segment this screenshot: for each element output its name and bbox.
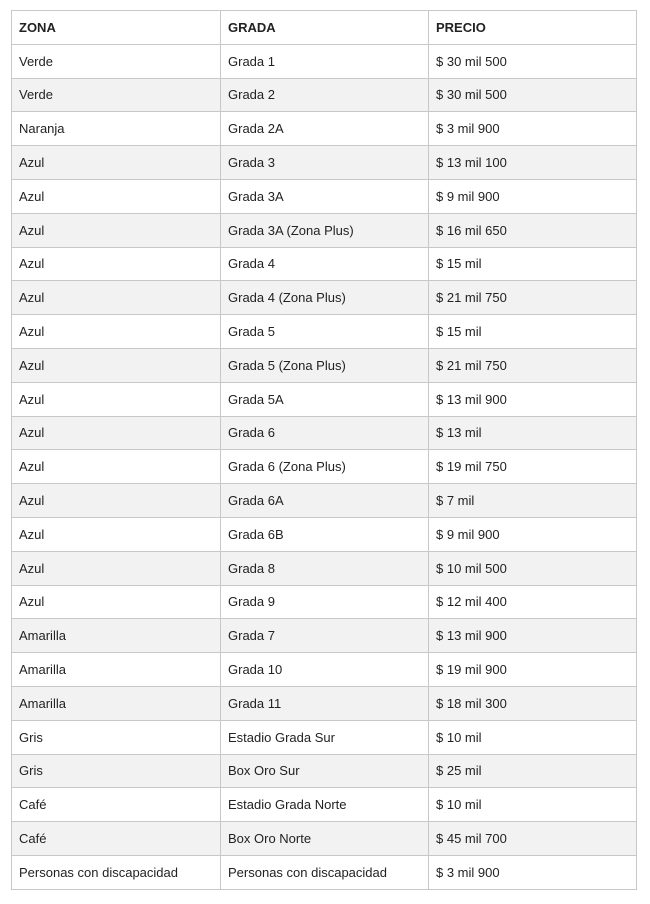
header-zona: ZONA (12, 11, 221, 45)
zona-cell: Azul (12, 382, 221, 416)
grada-cell: Grada 6A (221, 484, 429, 518)
zona-cell: Azul (12, 517, 221, 551)
table-row (12, 44, 637, 78)
grada-cell: Grada 11 (221, 686, 429, 720)
table-row (12, 348, 637, 382)
precio-cell: $ 13 mil 900 (429, 382, 637, 416)
zona-cell: Azul (12, 348, 221, 382)
zona-cell: Azul (12, 315, 221, 349)
precio-cell: $ 16 mil 650 (429, 213, 637, 247)
zona-cell: Personas con discapacidad (12, 855, 221, 889)
table-header (12, 11, 637, 45)
table-row (12, 653, 637, 687)
precio-cell: $ 10 mil (429, 788, 637, 822)
precio-cell: $ 9 mil 900 (429, 179, 637, 213)
grada-cell: Grada 9 (221, 585, 429, 619)
zona-cell: Azul (12, 247, 221, 281)
grada-cell: Grada 3A (Zona Plus) (221, 213, 429, 247)
grada-cell: Grada 5 (Zona Plus) (221, 348, 429, 382)
zona-cell: Azul (12, 450, 221, 484)
grada-cell: Grada 8 (221, 551, 429, 585)
precio-cell: $ 19 mil 900 (429, 653, 637, 687)
table-row (12, 788, 637, 822)
grada-cell: Grada 2 (221, 78, 429, 112)
grada-cell: Grada 2A (221, 112, 429, 146)
zona-cell: Azul (12, 484, 221, 518)
grada-cell: Grada 5 (221, 315, 429, 349)
table-row (12, 484, 637, 518)
header-row (12, 11, 637, 45)
grada-cell: Grada 4 (Zona Plus) (221, 281, 429, 315)
table-row (12, 585, 637, 619)
zona-cell: Gris (12, 720, 221, 754)
precio-cell: $ 13 mil (429, 416, 637, 450)
precio-cell: $ 7 mil (429, 484, 637, 518)
grada-cell: Grada 1 (221, 44, 429, 78)
zona-cell: Azul (12, 213, 221, 247)
precio-cell: $ 13 mil 900 (429, 619, 637, 653)
zona-cell: Azul (12, 416, 221, 450)
table-row (12, 686, 637, 720)
table-row (12, 822, 637, 856)
table-row (12, 247, 637, 281)
grada-cell: Box Oro Norte (221, 822, 429, 856)
table-row (12, 213, 637, 247)
precio-cell: $ 3 mil 900 (429, 112, 637, 146)
header-precio: PRECIO (429, 11, 637, 45)
precio-cell: $ 10 mil (429, 720, 637, 754)
zona-cell: Amarilla (12, 619, 221, 653)
table-row (12, 78, 637, 112)
zona-cell: Azul (12, 179, 221, 213)
table-row (12, 179, 637, 213)
zona-cell: Verde (12, 78, 221, 112)
price-table (11, 10, 637, 890)
table-row (12, 720, 637, 754)
precio-cell: $ 45 mil 700 (429, 822, 637, 856)
header-grada: GRADA (221, 11, 429, 45)
zona-cell: Amarilla (12, 653, 221, 687)
grada-cell: Estadio Grada Norte (221, 788, 429, 822)
precio-cell: $ 18 mil 300 (429, 686, 637, 720)
grada-cell: Grada 3 (221, 146, 429, 180)
grada-cell: Personas con discapacidad (221, 855, 429, 889)
precio-cell: $ 25 mil (429, 754, 637, 788)
precio-cell: $ 3 mil 900 (429, 855, 637, 889)
table-row (12, 754, 637, 788)
precio-cell: $ 15 mil (429, 247, 637, 281)
grada-cell: Box Oro Sur (221, 754, 429, 788)
precio-cell: $ 19 mil 750 (429, 450, 637, 484)
table-row (12, 450, 637, 484)
precio-cell: $ 30 mil 500 (429, 78, 637, 112)
precio-cell: $ 30 mil 500 (429, 44, 637, 78)
table-row (12, 855, 637, 889)
table-row (12, 619, 637, 653)
grada-cell: Grada 4 (221, 247, 429, 281)
zona-cell: Azul (12, 585, 221, 619)
precio-cell: $ 9 mil 900 (429, 517, 637, 551)
price-table-container (11, 10, 636, 890)
grada-cell: Estadio Grada Sur (221, 720, 429, 754)
precio-cell: $ 21 mil 750 (429, 348, 637, 382)
precio-cell: $ 15 mil (429, 315, 637, 349)
table-body (12, 44, 637, 889)
zona-cell: Gris (12, 754, 221, 788)
table-row (12, 315, 637, 349)
table-row (12, 416, 637, 450)
zona-cell: Café (12, 788, 221, 822)
precio-cell: $ 12 mil 400 (429, 585, 637, 619)
zona-cell: Café (12, 822, 221, 856)
table-row (12, 281, 637, 315)
zona-cell: Azul (12, 146, 221, 180)
table-row (12, 112, 637, 146)
zona-cell: Verde (12, 44, 221, 78)
zona-cell: Amarilla (12, 686, 221, 720)
precio-cell: $ 21 mil 750 (429, 281, 637, 315)
precio-cell: $ 10 mil 500 (429, 551, 637, 585)
grada-cell: Grada 7 (221, 619, 429, 653)
grada-cell: Grada 5A (221, 382, 429, 416)
table-row (12, 517, 637, 551)
precio-cell: $ 13 mil 100 (429, 146, 637, 180)
grada-cell: Grada 6 (Zona Plus) (221, 450, 429, 484)
grada-cell: Grada 10 (221, 653, 429, 687)
table-row (12, 382, 637, 416)
grada-cell: Grada 6B (221, 517, 429, 551)
table-row (12, 551, 637, 585)
table-row (12, 146, 637, 180)
grada-cell: Grada 6 (221, 416, 429, 450)
grada-cell: Grada 3A (221, 179, 429, 213)
zona-cell: Azul (12, 281, 221, 315)
zona-cell: Azul (12, 551, 221, 585)
zona-cell: Naranja (12, 112, 221, 146)
